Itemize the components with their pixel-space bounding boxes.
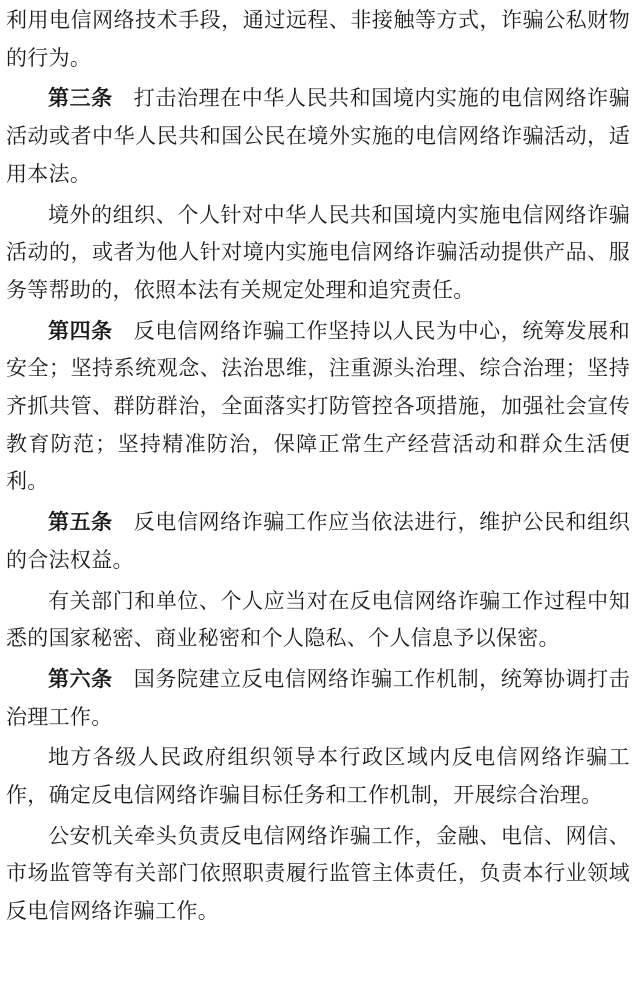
paragraph-text: 反电信网络诈骗工作应当依法进行，维护公民和组织的合法权益。 (6, 510, 630, 572)
paragraph-text: 反电信网络诈骗工作坚持以人民为中心，统筹发展和安全；坚持系统观念、法治思维，注重源头治理、综合治理；坚持齐抓共管、群防群治，全面落实打防管控各项措施，加强社会宣传教育防范；坚持精准防治，保障正常生产经营活动和群众生活便利。 (6, 318, 630, 494)
paragraph-text: 打击治理在中华人民共和国境内实施的电信网络诈骗活动或者中华人民共和国公民在境外实施的电信网络诈骗活动，适用本法。 (6, 86, 630, 186)
paragraph-text: 有关部门和单位、个人应当对在反电信网络诈骗工作过程中知悉的国家秘密、商业秘密和个人隐私、个人信息予以保密。 (6, 588, 630, 651)
paragraph (6, 739, 630, 814)
paragraph-continuation (6, 2, 630, 77)
paragraph (6, 818, 630, 931)
paragraph-text: 利用电信网络技术手段，通过远程、非接触等方式，诈骗公私财物的行为。 (6, 8, 630, 70)
article-number: 第三条 (48, 86, 113, 111)
paragraph-text: 公安机关牵头负责反电信网络诈骗工作，金融、电信、网信、市场监管等有关部门依照职责履行监管主体责任，负责本行业领域反电信网络诈骗工作。 (6, 823, 630, 924)
paragraph-article-6 (6, 661, 630, 736)
paragraph (6, 197, 630, 310)
paragraph (6, 583, 630, 658)
paragraph-text: 国务院建立反电信网络诈骗工作机制，统筹协调打击治理工作。 (6, 666, 630, 729)
paragraph-article-3 (6, 80, 630, 193)
article-number: 第五条 (48, 510, 113, 535)
article-number: 第四条 (48, 318, 113, 343)
article-number: 第六条 (48, 666, 113, 691)
paragraph-article-5 (6, 504, 630, 579)
paragraph-text: 地方各级人民政府组织领导本行政区域内反电信网络诈骗工作，确定反电信网络诈骗目标任务和工作机制，开展综合治理。 (6, 745, 630, 808)
paragraph-text: 境外的组织、个人针对中华人民共和国境内实施电信网络诈骗活动的，或者为他人针对境内实施电信网络诈骗活动提供产品、服务等帮助的，依照本法有关规定处理和追究责任。 (6, 202, 630, 302)
paragraph-article-4 (6, 313, 630, 502)
